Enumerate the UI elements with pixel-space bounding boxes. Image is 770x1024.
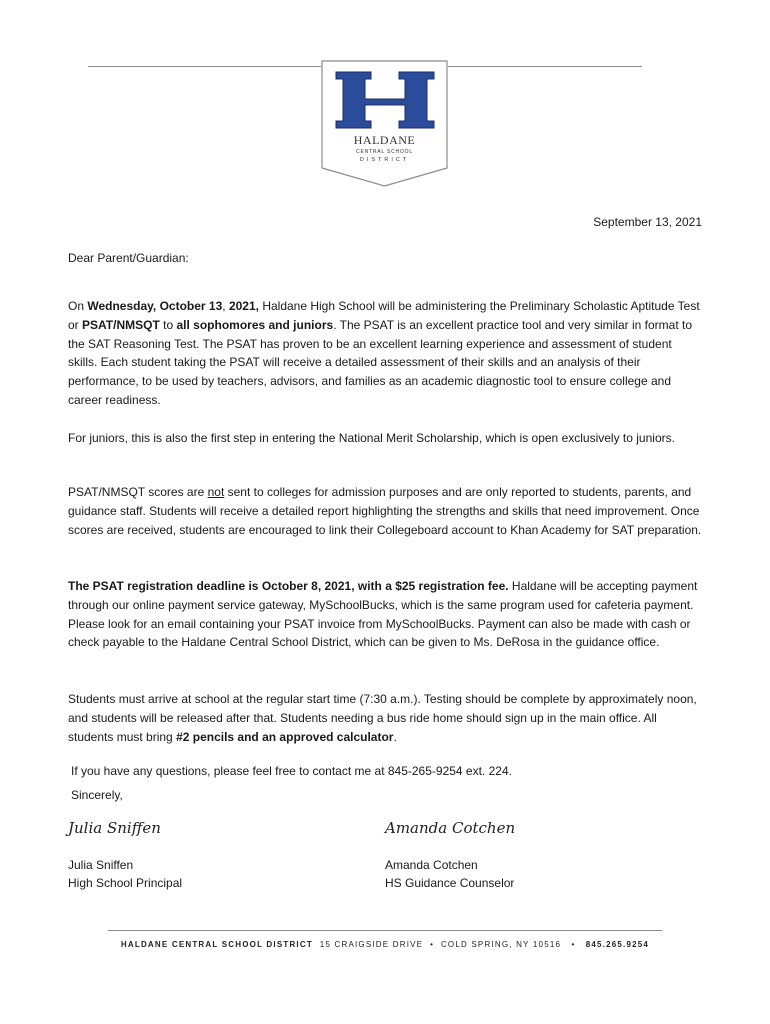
footer-district: HALDANE CENTRAL SCHOOL DISTRICT [120,940,313,949]
footer-rule [108,930,662,931]
closing: Sincerely, [71,788,123,802]
signer-principal [68,856,182,892]
logo-line3: DISTRICT [359,157,410,163]
footer-separator: • [430,940,435,949]
letter-date: September 13, 2021 [593,215,702,229]
logo-line2: CENTRAL SCHOOL [356,149,413,155]
header-rule-right [448,66,642,67]
footer-separator: • [571,940,576,949]
signature-principal: Julia Sniffen [68,819,161,837]
signer-name: Amanda Cotchen [385,858,478,872]
footer-street: 15 CRAIGSIDE DRIVE [319,940,424,949]
haldane-logo [321,60,448,187]
salutation: Dear Parent/Guardian: [68,251,189,265]
paragraph-scores: PSAT/NMSQT scores are not sent to colleges for admission purposes and are only reported to students, parents, and guidance staff. Students will receive a detailed report highlighting the strengths and skills that need improvement. Once scores are received, students are encouraged to link their Collegeboard account to Khan Academy for SAT preparation. [68,485,702,537]
signature-counselor: Amanda Cotchen [385,819,516,837]
paragraph-test-announcement: On Wednesday, October 13, 2021, Haldane High School will be administering the Preliminary Scholastic Aptitude Test or PSAT/NMSQT to all sophomores and juniors. The PSAT is an excellent practice tool and very similar in format to the SAT Reasoning Test. The PSAT has proven to be an excellent learning experience and assessment of student skills. Each student taking the PSAT will receive a detailed assessment of their skills and an analysis of their performance, to be used by teachers, advisors, and families as an academic diagnostic tool to ensure college and career readiness. [68,299,700,407]
footer-address [108,940,662,949]
footer-city: COLD SPRING, NY 10516 [440,940,562,949]
paragraph-contact: If you have any questions, please feel free to contact me at 845-265-9254 ext. 224. [71,764,512,778]
paragraph-test-day: Students must arrive at school at the regular start time (7:30 a.m.). Testing should be complete by approximately noon, and students will be released after that. Students needing a bus ride home should sign up in the main office. All students must bring #2 pencils and an approved calculator. [68,692,697,744]
header-rule-left [88,66,321,67]
paragraph-registration: The PSAT registration deadline is October 8, 2021, with a $25 registration fee. Haldane will be accepting payment through our online payment service gateway, MySchoolBucks, which is the same program used for cafeteria payment. Please look for an email containing your PSAT invoice from MySchoolBucks. Payment can also be made with cash or check payable to the Haldane Central School District, which can be given to Ms. DeRosa in the guidance office. [68,579,698,650]
signer-name: Julia Sniffen [68,858,134,872]
footer-phone: 845.265.9254 [585,940,650,949]
signer-title: High School Principal [68,876,183,890]
paragraph-national-merit: For juniors, this is also the first step in entering the National Merit Scholarship, which is open exclusively to juniors. [68,431,675,445]
signer-title: HS Guidance Counselor [385,876,515,890]
logo-name: HALDANE [353,133,416,147]
signer-counselor [385,856,514,892]
